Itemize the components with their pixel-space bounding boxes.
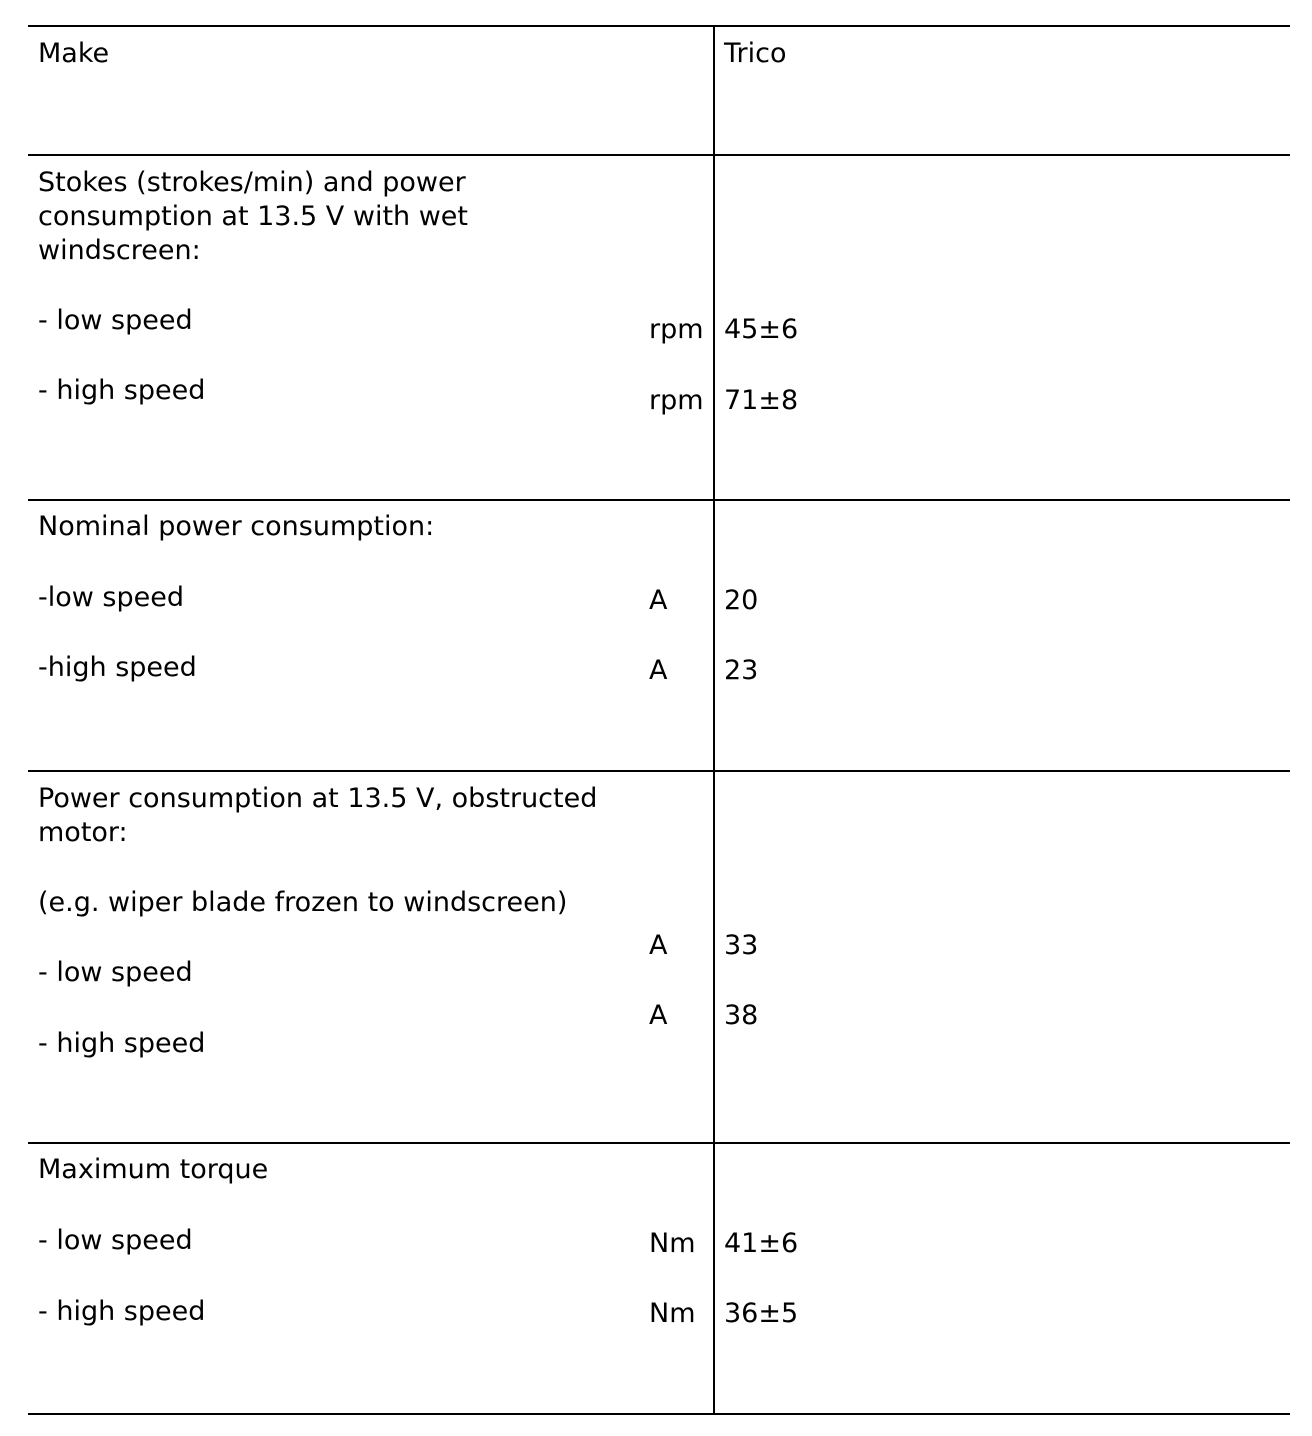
torque-high-value: 36±5 bbox=[724, 1298, 799, 1329]
nominal-high-label: -high speed bbox=[38, 652, 197, 683]
torque-heading: Maximum torque bbox=[38, 1154, 269, 1185]
torque-high-unit: Nm bbox=[649, 1298, 696, 1329]
make-label: Make bbox=[38, 38, 110, 69]
obstructed-low-unit: A bbox=[649, 930, 668, 961]
obstructed-heading: Power consumption at 13.5 V, obstructed motor: bbox=[38, 783, 598, 848]
torque-low-unit: Nm bbox=[649, 1228, 696, 1259]
table-rule bbox=[28, 1142, 1290, 1144]
table-rule-top bbox=[28, 25, 1290, 27]
obstructed-low-value: 33 bbox=[724, 930, 759, 961]
obstructed-note: (e.g. wiper blade frozen to windscreen) bbox=[38, 887, 568, 918]
obstructed-high-value: 38 bbox=[724, 1000, 759, 1031]
nominal-high-unit: A bbox=[649, 655, 668, 686]
table-rule bbox=[28, 770, 1290, 772]
strokes-high-label: - high speed bbox=[38, 375, 206, 406]
strokes-low-value: 45±6 bbox=[724, 314, 799, 345]
table-rule bbox=[28, 499, 1290, 501]
strokes-low-unit: rpm bbox=[649, 314, 704, 345]
column-divider bbox=[713, 26, 715, 1415]
nominal-low-unit: A bbox=[649, 585, 668, 616]
strokes-low-label: - low speed bbox=[38, 305, 193, 336]
table-rule bbox=[28, 154, 1290, 156]
torque-low-value: 41±6 bbox=[724, 1228, 799, 1259]
torque-high-label: - high speed bbox=[38, 1296, 206, 1327]
nominal-low-label: -low speed bbox=[38, 582, 184, 613]
nominal-heading: Nominal power consumption: bbox=[38, 511, 435, 542]
nominal-low-value: 20 bbox=[724, 585, 759, 616]
strokes-high-unit: rpm bbox=[649, 385, 704, 416]
strokes-high-value: 71±8 bbox=[724, 385, 799, 416]
torque-low-label: - low speed bbox=[38, 1225, 193, 1256]
make-value: Trico bbox=[724, 38, 787, 69]
obstructed-high-label: - high speed bbox=[38, 1028, 206, 1059]
obstructed-high-unit: A bbox=[649, 1000, 668, 1031]
nominal-high-value: 23 bbox=[724, 655, 759, 686]
obstructed-low-label: - low speed bbox=[38, 957, 193, 988]
table-rule-bottom bbox=[28, 1413, 1290, 1415]
strokes-heading: Stokes (strokes/min) and power consumption at 13.5 V with wet windscreen: bbox=[38, 167, 469, 266]
